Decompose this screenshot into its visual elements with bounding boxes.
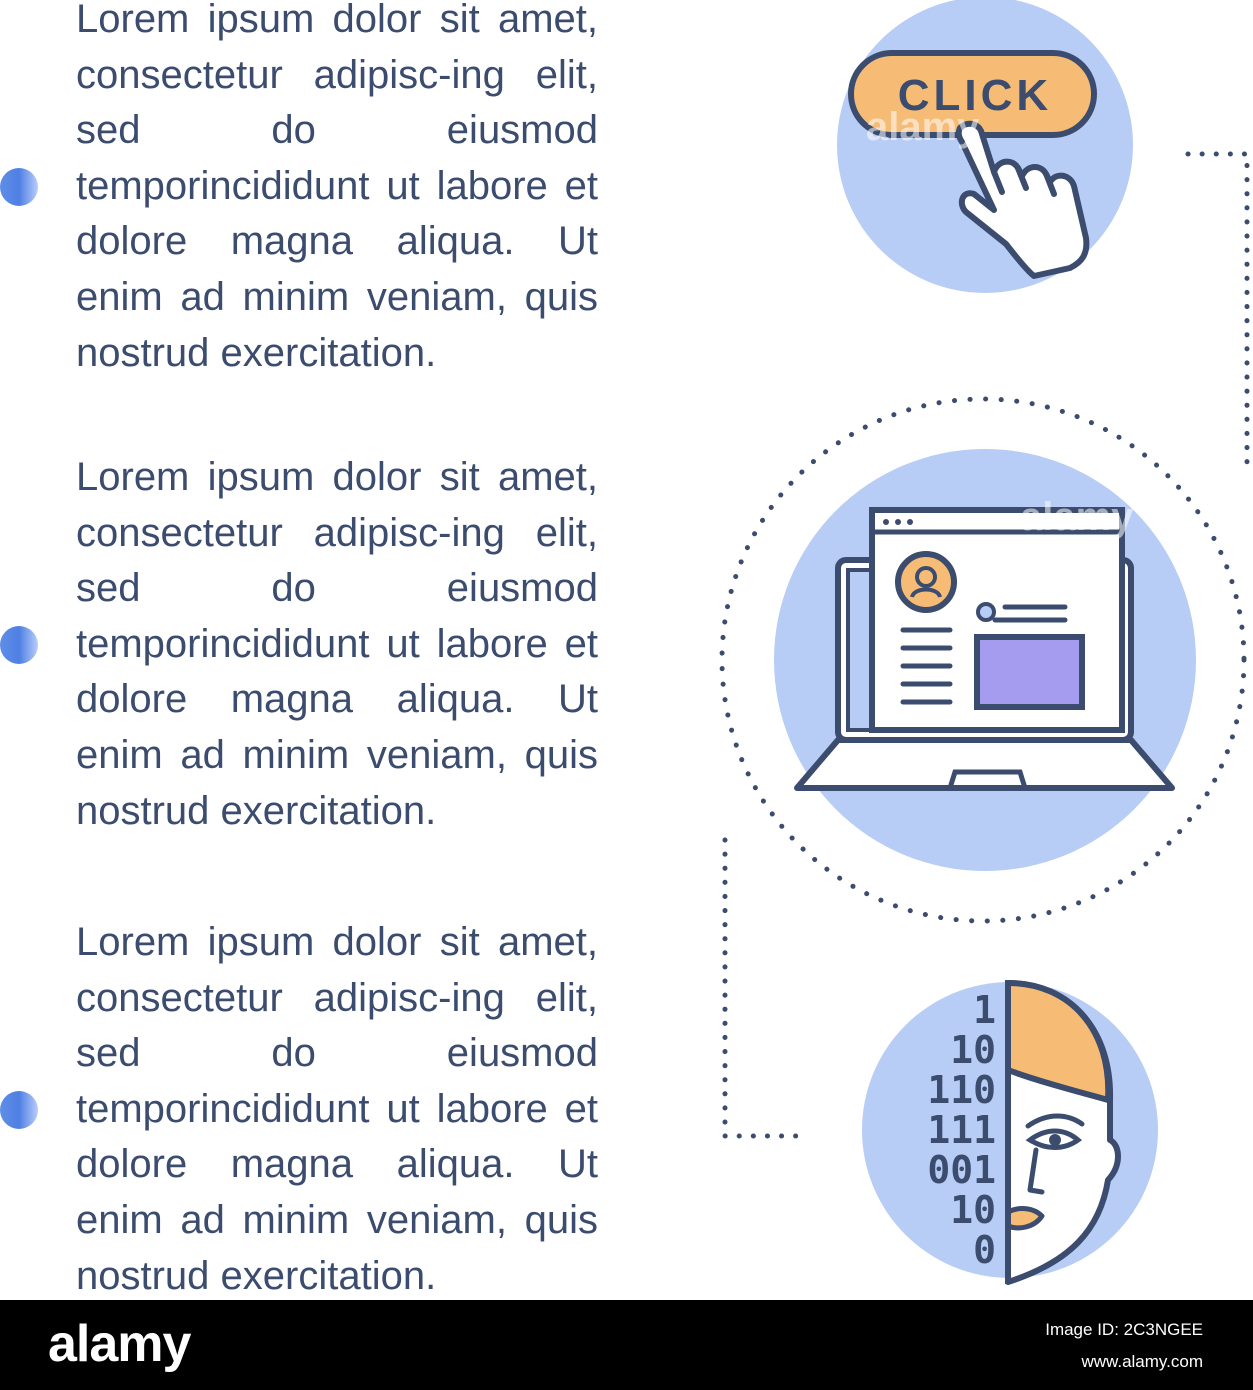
alamy-logo: alamy: [48, 1315, 191, 1373]
dotted-connector-bottom: [725, 840, 808, 1136]
binary-row-3: 110: [927, 1068, 996, 1112]
binary-row-5: 001: [927, 1148, 996, 1192]
binary-row-1: 1: [973, 988, 996, 1032]
image-id-label: Image ID: 2C3NGEE: [1045, 1320, 1203, 1339]
user-avatar-icon: [898, 554, 954, 610]
paragraph-3-text: Lorem ipsum dolor sit amet, consectetur adipisc-ing elit, sed do eiusmod temporincididunt ut labore et dolore magna aliqua. Ut enim ad minim veniam, quis nostrud exercitation.: [76, 920, 598, 1298]
watermark-footer: [0, 1300, 1253, 1390]
binary-face-icon: [862, 980, 1158, 1284]
watermark-overlay-1: alamy: [866, 105, 980, 149]
media-placeholder: [977, 637, 1082, 707]
paragraph-2-text: Lorem ipsum dolor sit amet, consectetur adipisc-ing elit, sed do eiusmod temporincididunt ut labore et dolore magna aliqua. Ut enim ad minim veniam, quis nostrud exercitation.: [76, 455, 598, 833]
watermark-overlay-2: alamy: [1020, 495, 1134, 539]
binary-row-4: 111: [927, 1108, 996, 1152]
dotted-connector-top: [1188, 154, 1247, 462]
click-button-label: CLICK: [897, 71, 1053, 120]
paragraph-1-text: Lorem ipsum dolor sit amet, consectetur adipisc-ing elit, sed do eiusmod temporincididunt ut labore et dolore magna aliqua. Ut enim ad minim veniam, quis nostrud exercitation.: [76, 0, 598, 375]
site-url-label: www.alamy.com: [1081, 1352, 1203, 1371]
binary-row-2: 10: [950, 1028, 996, 1072]
binary-row-7: 0: [973, 1228, 996, 1272]
binary-row-6: 10: [950, 1188, 996, 1232]
